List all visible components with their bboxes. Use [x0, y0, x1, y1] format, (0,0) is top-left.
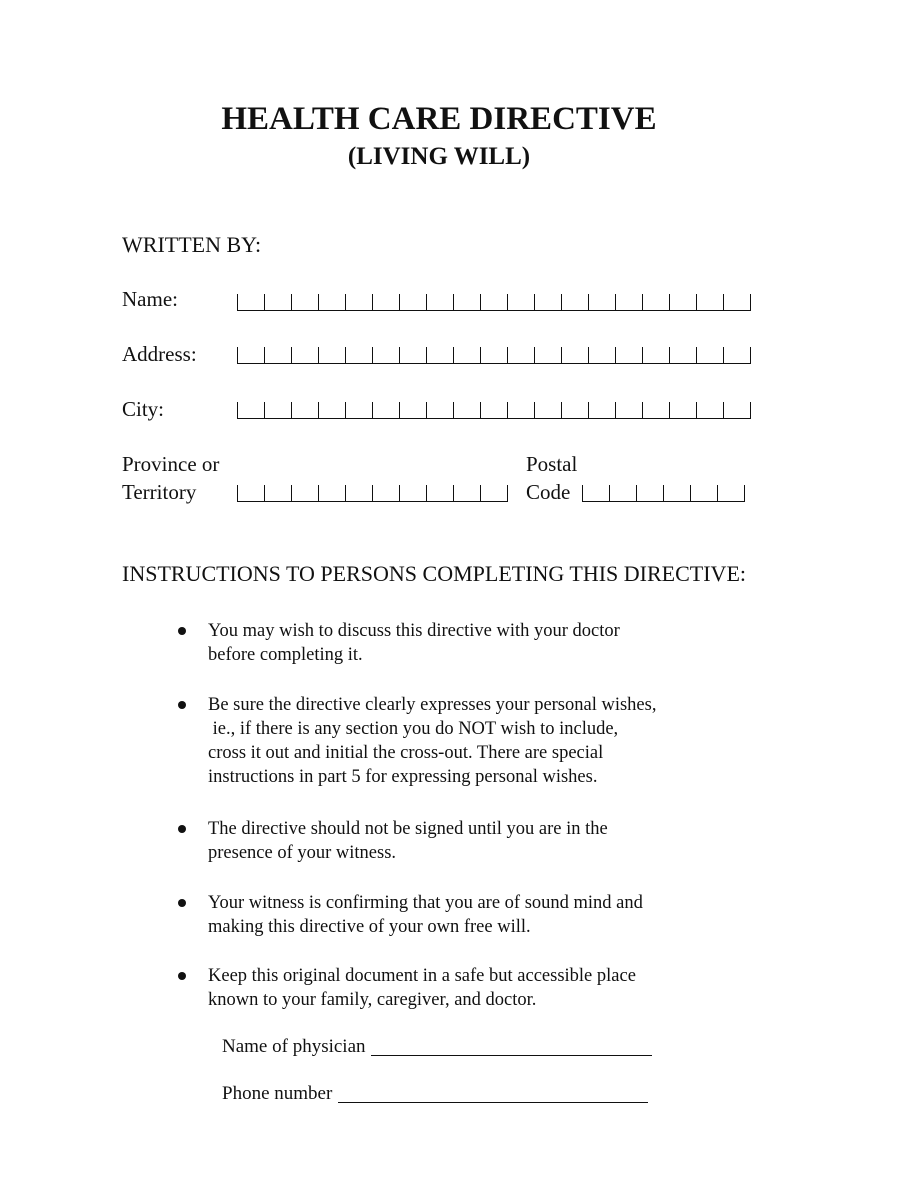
postal-label-line2: Code [526, 480, 571, 504]
character-box[interactable] [507, 402, 534, 419]
name-label: Name: [122, 287, 178, 311]
phone-input-line[interactable] [338, 1102, 648, 1103]
character-box[interactable] [453, 294, 480, 311]
character-box[interactable] [507, 294, 534, 311]
box-row-end [744, 485, 745, 502]
character-box[interactable] [561, 402, 588, 419]
character-box[interactable] [399, 294, 426, 311]
phone-label: Phone number [222, 1083, 333, 1104]
character-box[interactable] [609, 485, 636, 502]
character-box[interactable] [453, 347, 480, 364]
address-input-boxes[interactable] [237, 347, 752, 365]
character-box[interactable] [264, 347, 291, 364]
character-box[interactable] [615, 347, 642, 364]
character-box[interactable] [399, 347, 426, 364]
character-box[interactable] [345, 294, 372, 311]
bullet-icon [178, 701, 186, 709]
character-box[interactable] [399, 402, 426, 419]
character-box[interactable] [426, 485, 453, 502]
province-label-line1: Province or [122, 452, 220, 476]
character-box[interactable] [291, 402, 318, 419]
character-box[interactable] [582, 485, 609, 502]
character-box[interactable] [237, 294, 264, 311]
character-box[interactable] [642, 294, 669, 311]
character-box[interactable] [480, 402, 507, 419]
character-box[interactable] [588, 402, 615, 419]
character-box[interactable] [588, 347, 615, 364]
box-row-end [750, 347, 751, 364]
character-box[interactable] [453, 402, 480, 419]
province-input-boxes[interactable] [237, 485, 509, 503]
physician-label: Name of physician [222, 1036, 366, 1057]
character-box[interactable] [663, 485, 690, 502]
box-row-end [750, 294, 751, 311]
character-box[interactable] [615, 294, 642, 311]
character-box[interactable] [345, 347, 372, 364]
province-label-line2: Territory [122, 480, 197, 504]
character-box[interactable] [669, 294, 696, 311]
character-box[interactable] [696, 294, 723, 311]
character-box[interactable] [372, 347, 399, 364]
character-box[interactable] [642, 347, 669, 364]
character-box[interactable] [453, 485, 480, 502]
character-box[interactable] [372, 485, 399, 502]
character-box[interactable] [669, 347, 696, 364]
character-box[interactable] [318, 347, 345, 364]
character-box[interactable] [264, 485, 291, 502]
box-row-end [750, 402, 751, 419]
character-box[interactable] [318, 294, 345, 311]
character-box[interactable] [237, 347, 264, 364]
character-box[interactable] [318, 402, 345, 419]
box-row-end [507, 485, 508, 502]
character-box[interactable] [237, 485, 264, 502]
character-box[interactable] [237, 402, 264, 419]
character-box[interactable] [399, 485, 426, 502]
city-label: City: [122, 397, 165, 421]
character-box[interactable] [345, 485, 372, 502]
character-box[interactable] [723, 294, 750, 311]
instruction-text: Be sure the directive clearly expresses your personal wishes, ie., if there is any section you do NOT wish to include, cross it out and initial the cross-out. There are special instructions in part 5 for expressing personal wishes. [208, 695, 657, 787]
city-input-boxes[interactable] [237, 402, 752, 420]
character-box[interactable] [588, 294, 615, 311]
character-box[interactable] [264, 294, 291, 311]
character-box[interactable] [696, 402, 723, 419]
character-box[interactable] [426, 294, 453, 311]
instruction-text: The directive should not be signed until you are in the presence of your witness. [208, 819, 608, 863]
character-box[interactable] [615, 402, 642, 419]
character-box[interactable] [291, 485, 318, 502]
character-box[interactable] [642, 402, 669, 419]
character-box[interactable] [480, 294, 507, 311]
character-box[interactable] [723, 402, 750, 419]
document-subtitle: (LIVING WILL) [347, 143, 531, 170]
bullet-icon [178, 972, 186, 980]
bullet-icon [178, 627, 186, 635]
address-label: Address: [122, 342, 197, 366]
bullet-icon [178, 899, 186, 907]
character-box[interactable] [426, 402, 453, 419]
character-box[interactable] [561, 347, 588, 364]
character-box[interactable] [534, 402, 561, 419]
character-box[interactable] [534, 294, 561, 311]
character-box[interactable] [561, 294, 588, 311]
character-box[interactable] [318, 485, 345, 502]
instruction-text: Keep this original document in a safe but accessible place known to your family, caregiver, and doctor. [208, 966, 636, 1010]
written-by-heading: WRITTEN BY: [122, 232, 262, 257]
name-input-boxes[interactable] [237, 294, 752, 312]
character-box[interactable] [636, 485, 663, 502]
postal-code-input-boxes[interactable] [582, 485, 746, 503]
character-box[interactable] [345, 402, 372, 419]
character-box[interactable] [669, 402, 696, 419]
character-box[interactable] [480, 347, 507, 364]
instruction-text: Your witness is confirming that you are of sound mind and making this directive of your own free will. [208, 893, 643, 937]
character-box[interactable] [690, 485, 717, 502]
physician-input-line[interactable] [371, 1055, 652, 1056]
character-box[interactable] [507, 347, 534, 364]
character-box[interactable] [717, 485, 744, 502]
character-box[interactable] [426, 347, 453, 364]
character-box[interactable] [534, 347, 561, 364]
instructions-heading: INSTRUCTIONS TO PERSONS COMPLETING THIS DIRECTIVE: [122, 561, 746, 586]
character-box[interactable] [696, 347, 723, 364]
character-box[interactable] [291, 294, 318, 311]
character-box[interactable] [291, 347, 318, 364]
character-box[interactable] [723, 347, 750, 364]
instruction-text: You may wish to discuss this directive with your doctor before completing it. [208, 621, 620, 665]
character-box[interactable] [372, 294, 399, 311]
document-title: HEALTH CARE DIRECTIVE [221, 101, 657, 137]
character-box[interactable] [264, 402, 291, 419]
postal-label-line1: Postal [526, 452, 578, 476]
bullet-icon [178, 825, 186, 833]
character-box[interactable] [480, 485, 507, 502]
character-box[interactable] [372, 402, 399, 419]
